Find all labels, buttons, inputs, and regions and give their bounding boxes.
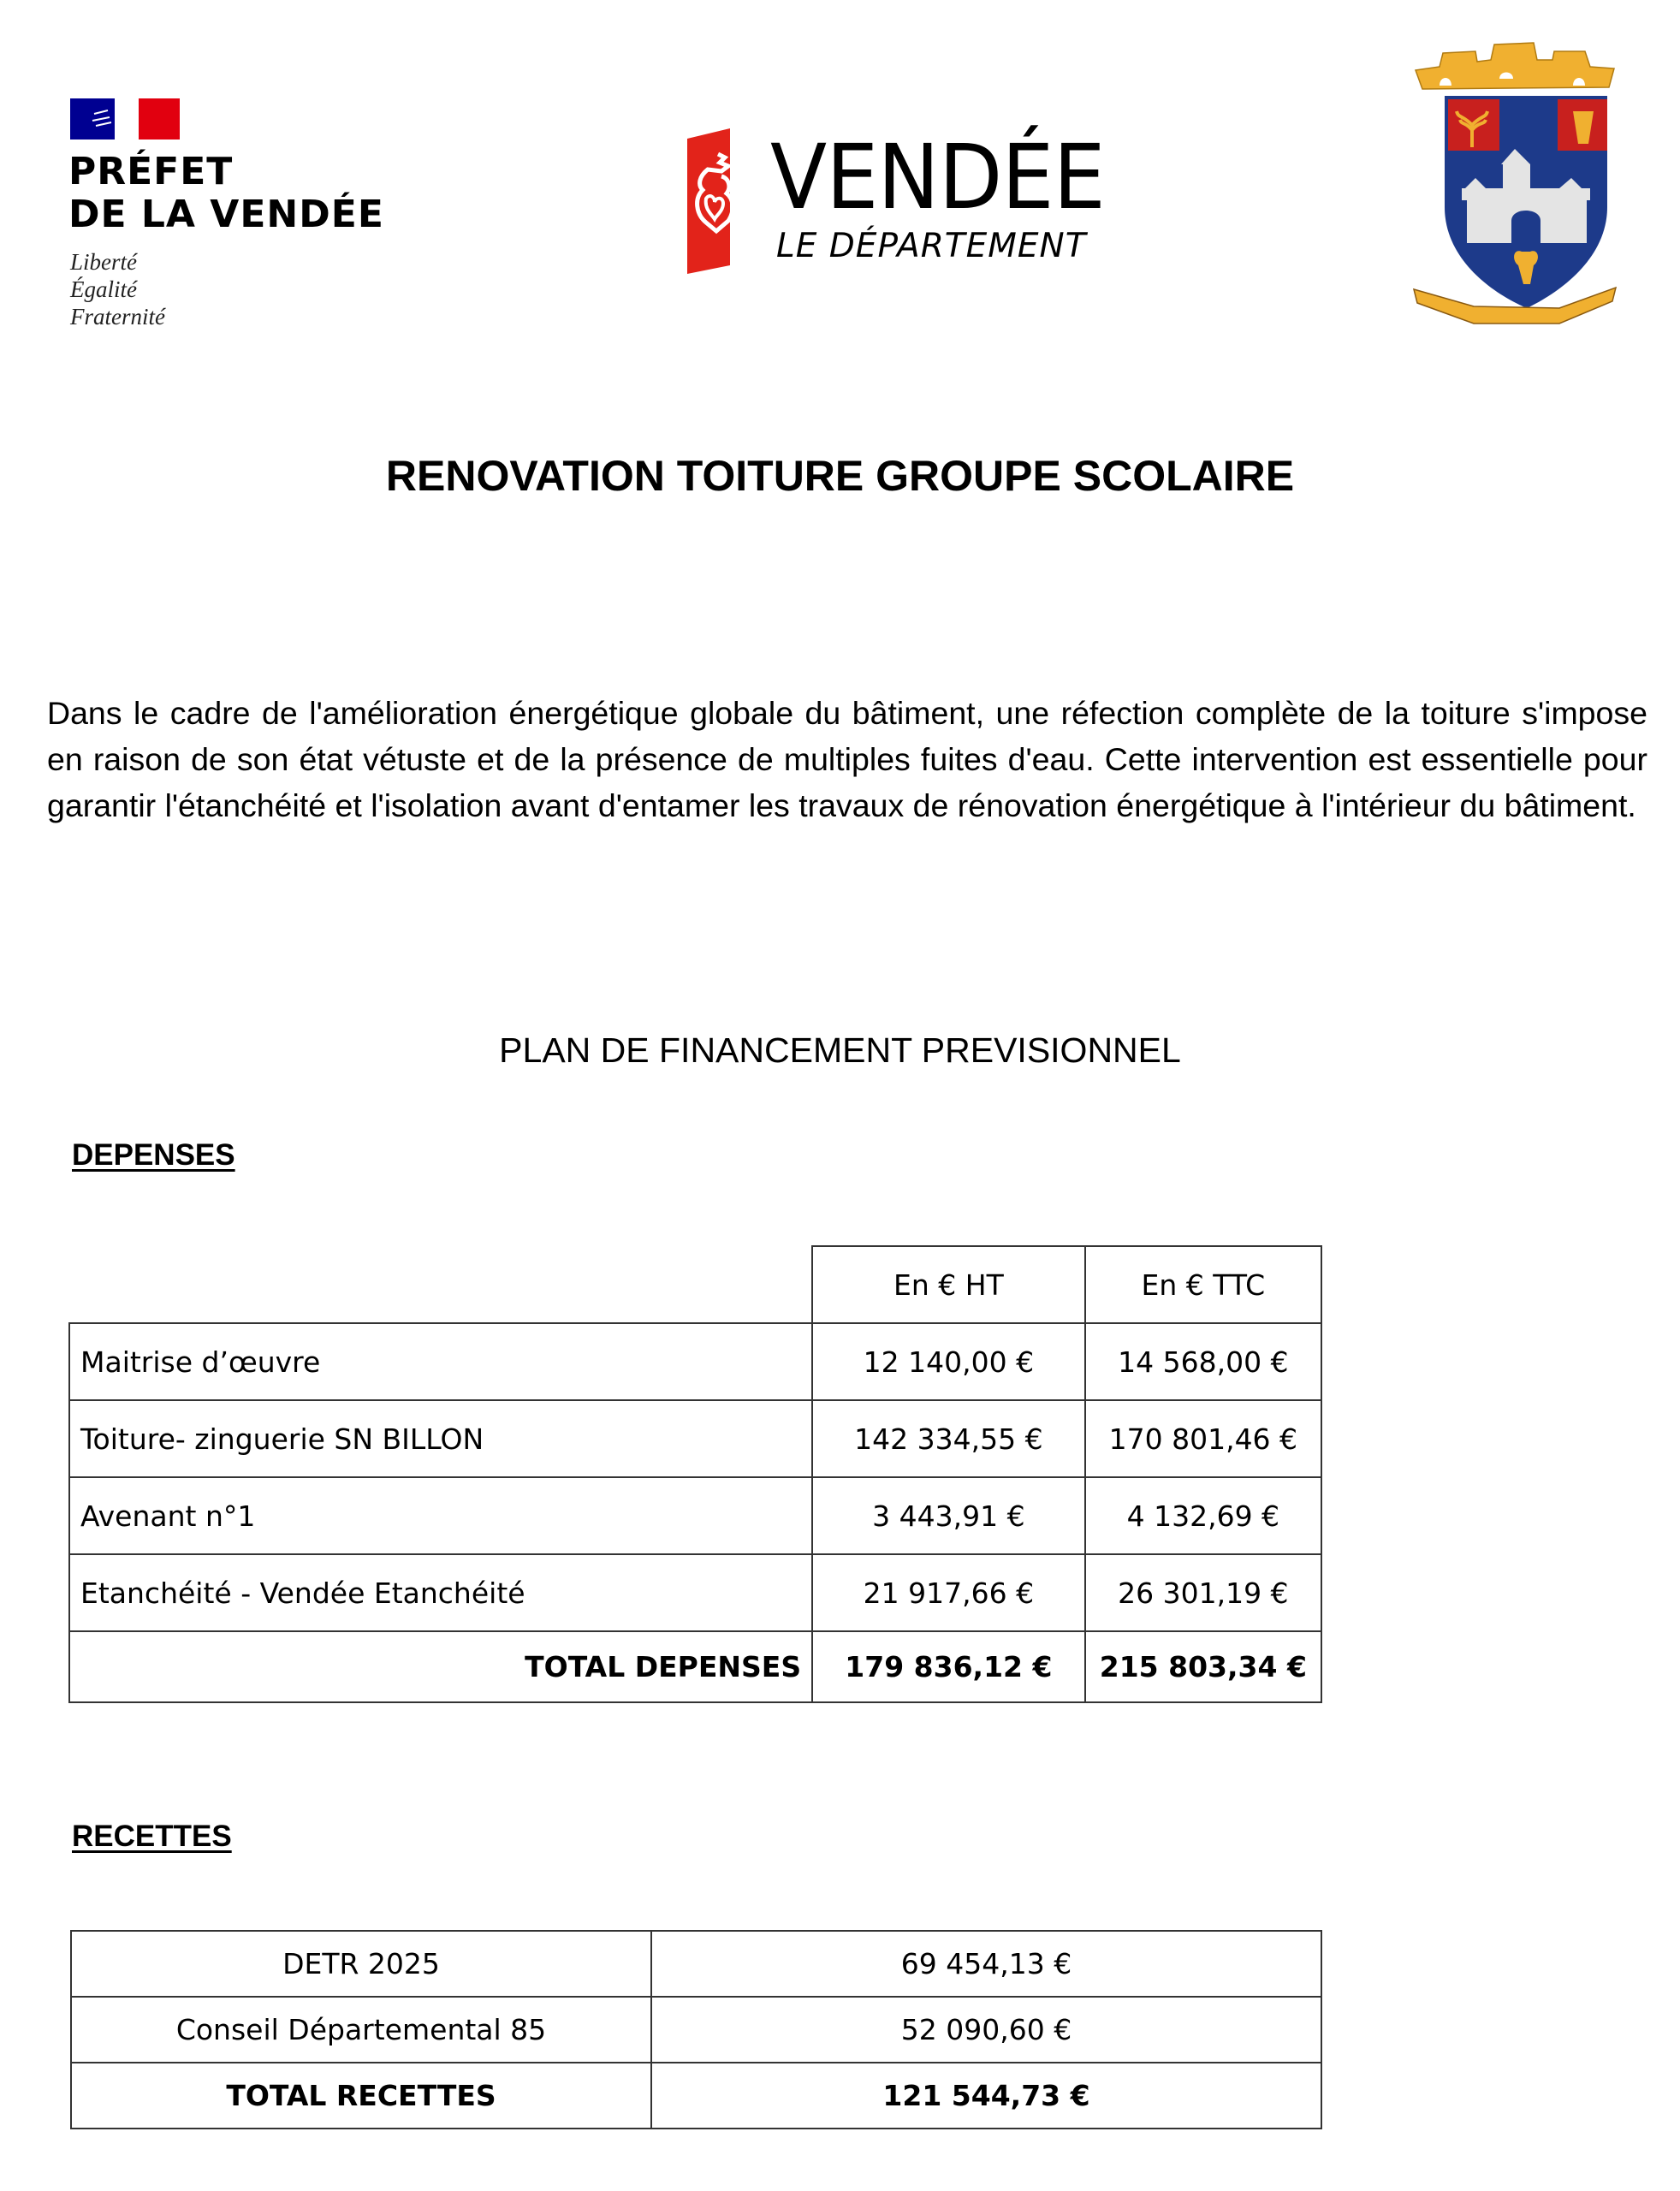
revenue-amount: 69 454,13 € xyxy=(651,1931,1321,1997)
revenue-label: DETR 2025 xyxy=(71,1931,651,1997)
expense-ttc: 4 132,69 € xyxy=(1085,1477,1321,1554)
total-recettes-label: TOTAL RECETTES xyxy=(71,2063,651,2129)
total-depenses-ttc: 215 803,34 € xyxy=(1085,1631,1321,1702)
total-recettes-amount: 121 544,73 € xyxy=(651,2063,1321,2129)
total-depenses-ht: 179 836,12 € xyxy=(812,1631,1085,1702)
marianne-flag-logo xyxy=(70,98,180,140)
vendee-logo-name: VENDÉE xyxy=(770,125,1105,229)
table-row xyxy=(71,1997,1321,2063)
coat-of-arms-icon xyxy=(1405,36,1624,325)
header-blank-cell xyxy=(69,1246,812,1323)
financing-plan-title: PLAN DE FINANCEMENT PREVISIONNEL xyxy=(499,1030,1181,1070)
table-row xyxy=(69,1477,1321,1554)
expense-ht: 12 140,00 € xyxy=(812,1323,1085,1400)
revenue-label: Conseil Départemental 85 xyxy=(71,1997,651,2063)
expense-label: Maitrise d’œuvre xyxy=(69,1323,812,1400)
depenses-table xyxy=(68,1245,1322,1703)
expense-ttc: 26 301,19 € xyxy=(1085,1554,1321,1631)
table-row xyxy=(69,1554,1321,1631)
republic-motto: Liberté Égalité Fraternité xyxy=(70,249,165,330)
column-header-ht: En € HT xyxy=(812,1246,1085,1323)
total-row xyxy=(69,1631,1321,1702)
document-title: RENOVATION TOITURE GROUPE SCOLAIRE xyxy=(385,452,1295,500)
intro-paragraph: Dans le cadre de l'amélioration énergétique globale du bâtiment, une réfection complète de la toiture s'impose en raison de son état vétuste et de la présence de multiples fuites d'eau. Cette intervention est essentielle pour garantir l'étanchéité et l'isolation avant d'entamer les travaux de rénovation énergétique à l'intérieur du bâtiment. xyxy=(47,695,1647,823)
total-depenses-label: TOTAL DEPENSES xyxy=(69,1631,812,1702)
table-row xyxy=(69,1400,1321,1477)
revenue-amount: 52 090,60 € xyxy=(651,1997,1321,2063)
expense-ttc: 14 568,00 € xyxy=(1085,1323,1321,1400)
table-header-row xyxy=(69,1246,1321,1323)
column-header-ttc: En € TTC xyxy=(1085,1246,1321,1323)
expense-ht: 142 334,55 € xyxy=(812,1400,1085,1477)
total-row xyxy=(71,2063,1321,2129)
expense-label: Toiture- zinguerie SN BILLON xyxy=(69,1400,812,1477)
depenses-heading: DEPENSES xyxy=(72,1138,235,1172)
expense-ht: 3 443,91 € xyxy=(812,1477,1085,1554)
expense-ttc: 170 801,46 € xyxy=(1085,1400,1321,1477)
table-row xyxy=(71,1931,1321,1997)
vendee-logo-subtitle: LE DÉPARTEMENT xyxy=(776,227,1087,265)
vendee-heart-logo-icon xyxy=(687,128,737,274)
expense-ht: 21 917,66 € xyxy=(812,1554,1085,1631)
table-row xyxy=(69,1323,1321,1400)
recettes-heading: RECETTES xyxy=(72,1820,232,1853)
prefet-logo-title: PRÉFET DE LA VENDÉE xyxy=(68,150,384,236)
expense-label: Avenant n°1 xyxy=(69,1477,812,1554)
recettes-table xyxy=(70,1930,1322,2129)
expense-label: Etanchéité - Vendée Etanchéité xyxy=(69,1554,812,1631)
